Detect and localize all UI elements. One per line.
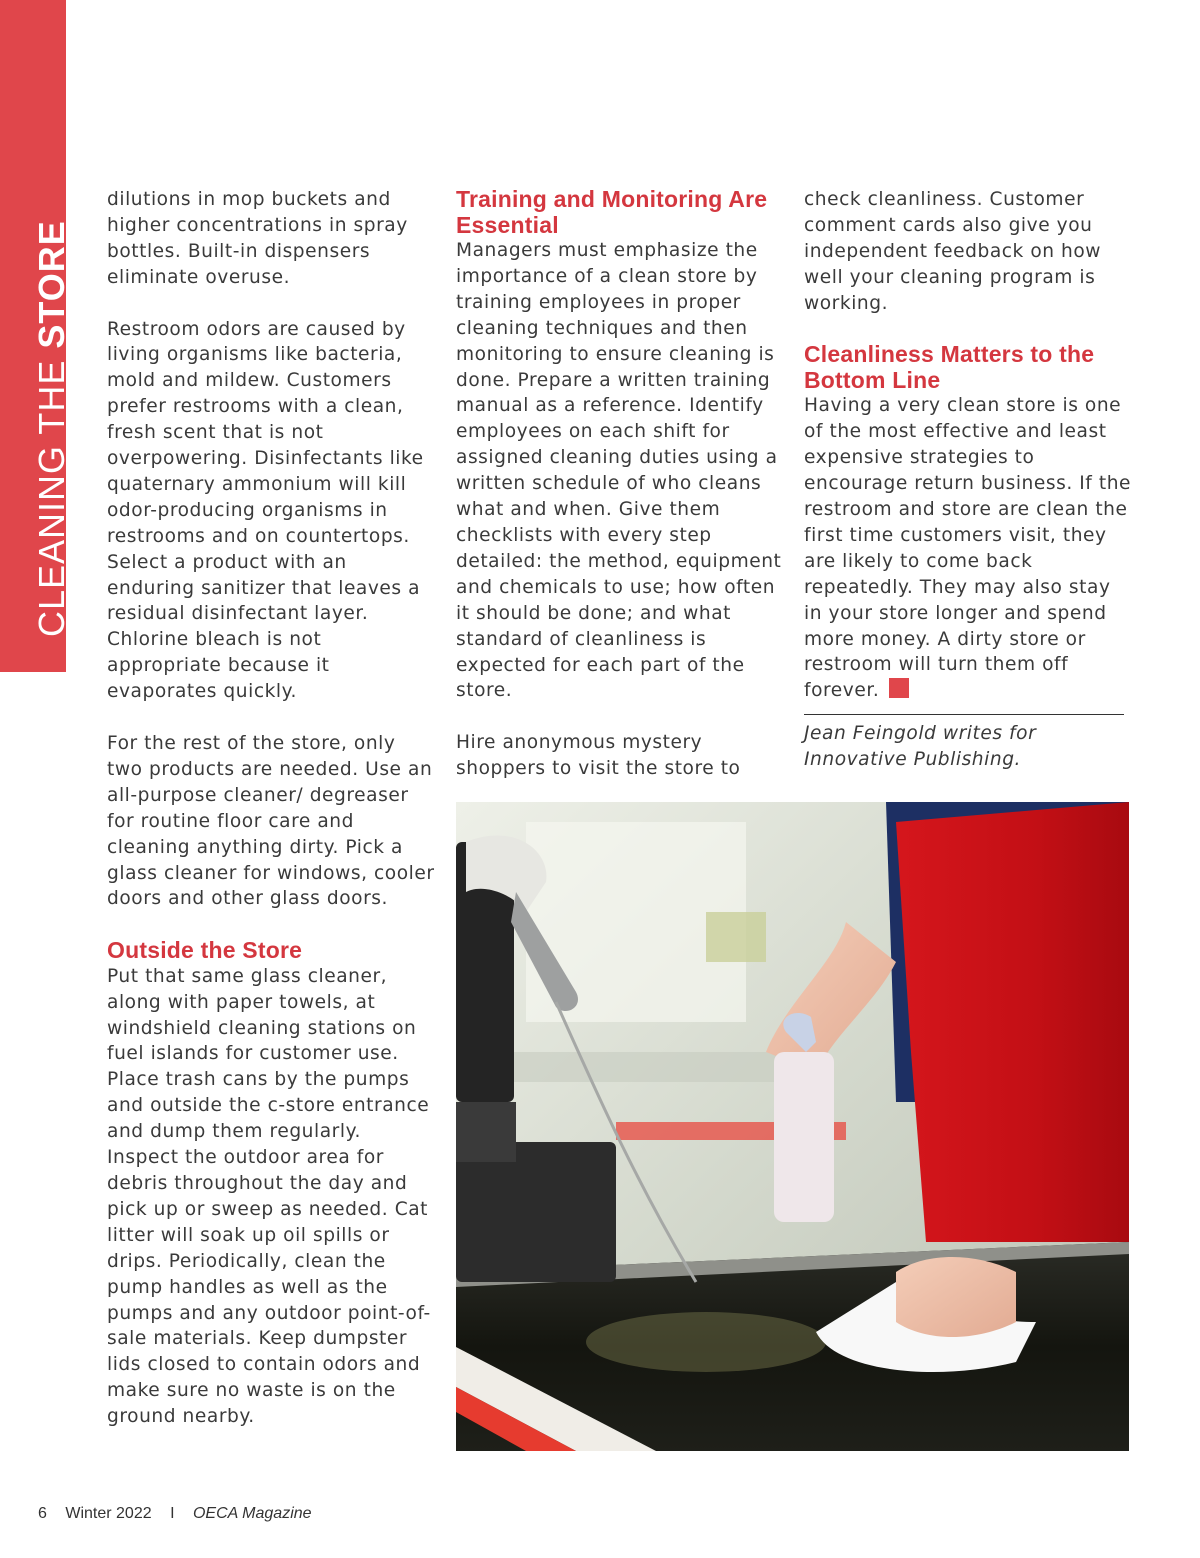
photo-illustration <box>456 802 1129 1451</box>
paragraph: Put that same glass cleaner, along with paper towels, at windshield cleaning stations on fuel islands for customer use. Place trash cans by the pumps and outside the c-store entrance and dump them regularly. Inspect the outdoor area for debris throughout the day and pick up or sweep as needed. Cat litter will soak up oil spills or drips. Periodically, clean the pump handles as well as the pumps and any outdoor point-of-sale materials. Keep dumpster lids closed to contain odors and make sure no waste is on the ground nearby. <box>107 965 431 1428</box>
article-column-1 <box>107 187 437 1430</box>
footer-separator: I <box>170 1505 175 1522</box>
paragraph <box>804 393 1134 704</box>
section-title-light: CLEANING THE <box>31 348 72 637</box>
photo-cashier-cleaning-counter <box>456 802 1129 1451</box>
page-number: 6 <box>38 1505 47 1522</box>
article-column-3 <box>804 187 1134 773</box>
heading-outside-store: Outside the Store <box>107 937 303 964</box>
section-title <box>31 220 72 637</box>
article-end-mark <box>889 678 909 698</box>
byline-rule <box>804 714 1124 715</box>
issue-date: Winter 2022 <box>65 1505 152 1522</box>
paragraph: Managers must emphasize the importance of a clean store by training employees in proper cleaning techniques and then monitoring to ensure cleaning is done. Prepare a written training manual as a reference. Identify employees on each shift for assigned cleaning duties using a written schedule of who cleans what and when. Give them checklists with every step detailed: the method, equipment and chemicals to use; how often it should be done; and what standard of cleanliness is expected for each part of the store. <box>456 240 782 702</box>
paragraph-text: Having a very clean store is one of the most effective and least expensive strategies to encourage return business. If the restroom and store are clean the first time customers visit, they are likely to come back repeatedly. They may also stay in your store longer and spend more money. A dirty store or restroom will turn them off forever. <box>804 395 1132 702</box>
paragraph: For the rest of the store, only two products are needed. Use an all-purpose cleaner/ degreaser for routine floor care and cleaning anything dirty. Pick a glass cleaner for windows, cooler doors and other glass doors. <box>107 733 435 910</box>
section-title-bold: STORE <box>31 220 72 349</box>
publication-name: OECA Magazine <box>192 1505 312 1522</box>
paragraph: dilutions in mop buckets and higher concentrations in spray bottles. Built-in dispensers eliminate overuse. <box>107 189 408 288</box>
heading-training-monitoring: Training and Monitoring Are Essential <box>456 186 768 238</box>
heading-cleanliness-bottom-line: Cleanliness Matters to the Bottom Line <box>804 341 1095 393</box>
paragraph: Hire anonymous mystery shoppers to visit the store to <box>456 732 741 780</box>
paragraph: Restroom odors are caused by living organisms like bacteria, mold and mildew. Customers prefer restrooms with a clean, fresh scent that is not overpowering. Disinfectants like quaternary ammonium will kill odor-producing organisms in restrooms and on countertops. Select a product with an enduring sanitizer that leaves a residual disinfectant layer. Chlorine bleach is not appropriate because it evaporates quickly. <box>107 318 424 703</box>
author-byline: Jean Feingold writes for Innovative Publishing. <box>804 723 1037 771</box>
article-column-2 <box>456 187 791 782</box>
page-footer <box>38 1505 326 1523</box>
paragraph: check cleanliness. Customer comment cards also give you independent feedback on how well your cleaning program is working. <box>804 189 1102 314</box>
